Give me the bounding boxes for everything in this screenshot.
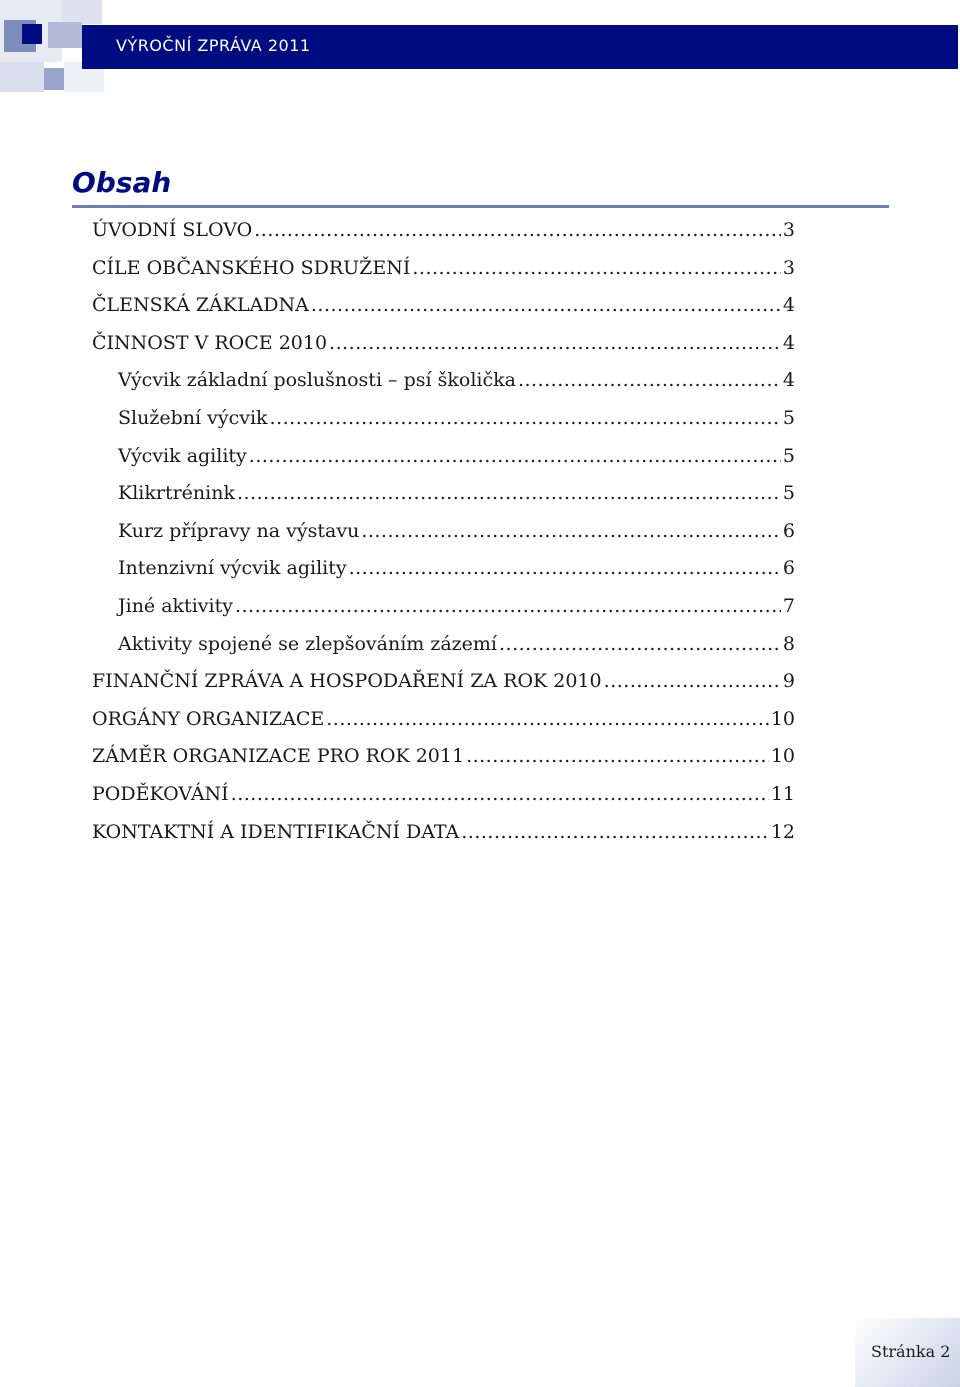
page-number-label: Stránka 2 (871, 1342, 951, 1361)
toc-entry[interactable] (92, 250, 795, 288)
toc-dot-leader (329, 325, 781, 363)
toc-entry[interactable] (92, 738, 795, 776)
toc-dot-leader (311, 287, 781, 325)
toc-entry-title: Jiné aktivity (118, 594, 233, 617)
toc-entry-title: Výcvik základní poslušnosti – psí školička (118, 369, 516, 392)
toc-entry-title: Výcvik agility (118, 444, 247, 467)
toc-entry[interactable] (92, 438, 795, 476)
toc-entry-title: ČINNOST V ROCE 2010 (92, 331, 328, 354)
toc-entry-page: 8 (782, 632, 795, 655)
toc-dot-leader (499, 626, 781, 664)
toc-dot-leader (326, 701, 769, 739)
toc-dot-leader (231, 776, 769, 814)
toc-entry[interactable] (92, 626, 795, 664)
toc-entry-page: 10 (770, 707, 795, 730)
toc-entry-page: 4 (782, 369, 795, 392)
toc-entry[interactable] (92, 776, 795, 814)
toc-dot-leader (270, 400, 781, 438)
decor-square (44, 68, 64, 90)
toc-entry-page: 4 (782, 331, 795, 354)
toc-entry-page: 12 (770, 820, 795, 843)
toc-entry-title: Klikrtrénink (118, 482, 235, 505)
toc-entry[interactable] (92, 663, 795, 701)
decor-square (0, 62, 44, 92)
toc-entry-title: Kurz přípravy na výstavu (118, 519, 360, 542)
toc-dot-leader (235, 588, 781, 626)
decor-square (22, 24, 42, 44)
toc-entry-page: 3 (782, 256, 795, 279)
toc-dot-leader (349, 550, 781, 588)
toc-entry-title: PODĚKOVÁNÍ (92, 782, 229, 805)
toc-entry[interactable] (92, 400, 795, 438)
decor-square (62, 0, 102, 24)
toc-entry-page: 6 (782, 519, 795, 542)
toc-entry[interactable] (92, 475, 795, 513)
toc-entry-page: 6 (782, 557, 795, 580)
toc-entry-title: CÍLE OBČANSKÉHO SDRUŽENÍ (92, 256, 411, 279)
toc-entry-page: 11 (770, 782, 795, 805)
toc-entry[interactable] (92, 588, 795, 626)
toc-entry-page: 4 (782, 294, 795, 317)
toc-dot-leader (361, 513, 781, 551)
toc-entry[interactable] (92, 212, 795, 250)
toc-dot-leader (518, 362, 781, 400)
toc-entry-page: 5 (782, 482, 795, 505)
table-of-contents (92, 212, 795, 851)
toc-entry-page: 10 (770, 745, 795, 768)
document-title: VÝROČNÍ ZPRÁVA 2011 (116, 36, 311, 55)
toc-entry-title: ZÁMĚR ORGANIZACE PRO ROK 2011 (92, 745, 465, 768)
toc-entry[interactable] (92, 814, 795, 852)
toc-entry-page: 7 (782, 594, 795, 617)
toc-entry[interactable] (92, 325, 795, 363)
toc-entry[interactable] (92, 362, 795, 400)
toc-entry-title: ÚVODNÍ SLOVO (92, 219, 253, 241)
toc-entry-page: 5 (782, 444, 795, 467)
toc-dot-leader (604, 663, 781, 701)
toc-entry-title: KONTAKTNÍ A IDENTIFIKAČNÍ DATA (92, 820, 460, 843)
toc-entry-page: 9 (782, 670, 795, 693)
heading-underline (72, 205, 889, 208)
toc-entry[interactable] (92, 287, 795, 325)
toc-dot-leader (412, 250, 781, 288)
toc-entry-title: Intenzivní výcvik agility (118, 557, 347, 580)
decor-square (48, 22, 82, 48)
toc-entry-page: 5 (782, 406, 795, 429)
toc-entry-title: ČLENSKÁ ZÁKLADNA (92, 294, 309, 317)
toc-entry-title: ORGÁNY ORGANIZACE (92, 707, 325, 730)
toc-entry[interactable] (92, 513, 795, 551)
toc-dot-leader (466, 738, 769, 776)
toc-heading: Obsah (72, 166, 172, 199)
toc-entry[interactable] (92, 550, 795, 588)
toc-dot-leader (461, 814, 769, 852)
toc-entry-title: Aktivity spojené se zlepšováním zázemí (118, 632, 498, 655)
toc-entry[interactable] (92, 701, 795, 739)
toc-dot-leader (237, 475, 781, 513)
toc-entry-title: Služební výcvik (118, 406, 268, 429)
toc-entry-page: 3 (782, 219, 795, 241)
toc-dot-leader (254, 212, 781, 250)
toc-entry-title: FINANČNÍ ZPRÁVA A HOSPODAŘENÍ ZA ROK 2010 (92, 670, 602, 693)
toc-dot-leader (249, 438, 781, 476)
